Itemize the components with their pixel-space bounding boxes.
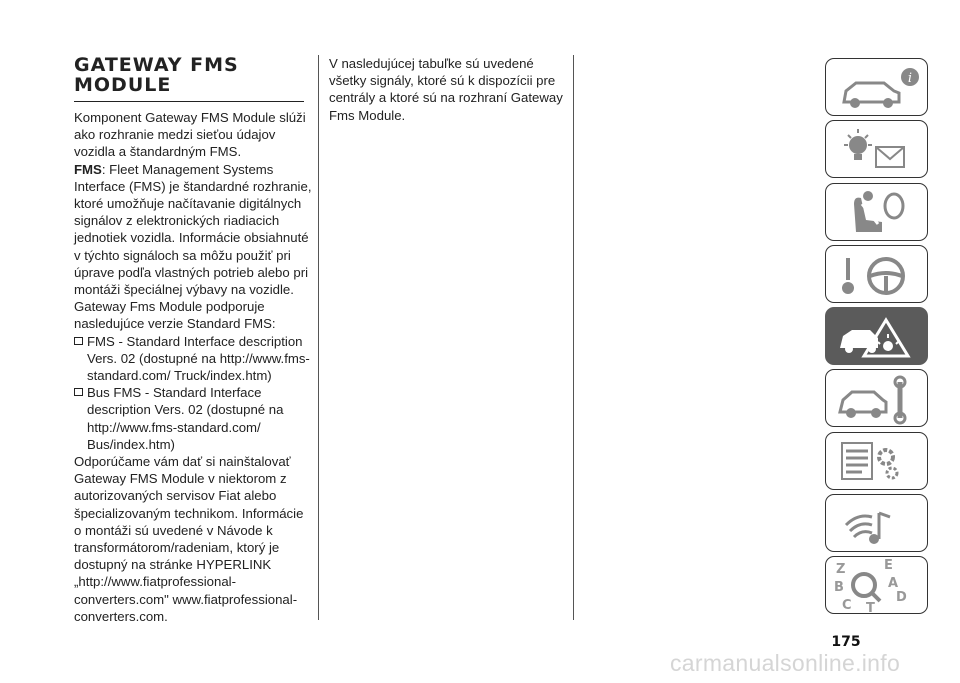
warning-light-message-icon xyxy=(826,121,929,179)
emergency-warning-triangle-icon xyxy=(826,308,929,366)
key-steering-wheel-icon xyxy=(826,246,929,304)
alphabetical-index-icon xyxy=(826,557,929,615)
tab-emergency[interactable] xyxy=(825,307,928,365)
index-letter: C xyxy=(842,598,852,614)
fms-definition-text: : Fleet Management Systems Interface (FMS) je štandardné rozhranie, ktoré umožňuje načítavanie digitálnych signálov z elektronických riadiacich jednotiek vozidla. Informácie obsiahnuté v týchto signáloch sa môžu použiť pri úprave podľa vlastných potrieb alebo pri montáži špeciálnej výbavy na vozidle. Gateway Fms Module podporuje nasledujúce verzie Standard FMS: xyxy=(74,161,312,332)
page-number: 175 xyxy=(831,634,861,650)
section-title-line2: MODULE xyxy=(74,74,172,96)
index-letter: D xyxy=(896,590,907,606)
checkbox-bullet-icon xyxy=(74,337,83,345)
technical-data-gears-icon xyxy=(826,433,929,491)
car-info-icon xyxy=(826,59,929,117)
index-letter: B xyxy=(834,580,844,596)
tab-multimedia[interactable] xyxy=(825,494,928,552)
checkbox-bullet-icon xyxy=(74,388,83,396)
multimedia-music-icon xyxy=(826,495,929,553)
index-letter: T xyxy=(866,601,875,616)
fms-term: FMS xyxy=(74,161,102,177)
column-divider xyxy=(318,55,319,620)
column-2 xyxy=(329,55,564,124)
tab-starting-driving[interactable] xyxy=(825,245,928,303)
bullet-text: FMS - Standard Interface description Vers. 02 (dostupné na http://www.fms-standard.com/ Truck/index.htm) xyxy=(87,333,310,384)
seat-airbag-icon xyxy=(826,184,929,242)
index-letter: E xyxy=(884,558,893,574)
title-divider xyxy=(74,101,304,102)
tab-car-info[interactable] xyxy=(825,58,928,116)
outro-paragraph: Odporúčame vám dať si nainštalovať Gateway FMS Module v niektorom z autorizovaných servisov Fiat alebo špecializovaným technikom. Informácie o montáži sú uvedené v Návode k transformátorom/radeniam, ktorý je dostupný na stránke HYPERLINK „http://www.fiatprofessional-converters.com" www.fiatprofessional-converters.com. xyxy=(74,454,304,624)
section-title xyxy=(74,55,314,95)
bullet-text: Bus FMS - Standard Interface description Vers. 02 (dostupné na http://www.fms-standard.com/ Bus/index.htm) xyxy=(87,385,284,452)
index-letter: A xyxy=(888,576,899,592)
tab-warning-lights[interactable] xyxy=(825,120,928,178)
bullet-item xyxy=(74,333,314,385)
column-1 xyxy=(74,55,314,625)
column-divider xyxy=(573,55,574,620)
table-intro-paragraph: V nasledujúcej tabuľke sú uvedené všetky signály, ktoré sú k dispozícii pre centrály a ktoré sú na rozhraní Gateway Fms Module. xyxy=(329,56,563,123)
tab-technical-data[interactable] xyxy=(825,432,928,490)
section-title-line1: GATEWAY FMS xyxy=(74,54,239,76)
tab-maintenance[interactable] xyxy=(825,369,928,427)
index-letter: Z xyxy=(836,562,846,578)
tab-index[interactable] xyxy=(825,556,928,614)
tab-safety[interactable] xyxy=(825,183,928,241)
bullet-item xyxy=(74,384,314,453)
watermark: carmanualsonline.info xyxy=(670,650,901,676)
chapter-tabs xyxy=(825,58,929,619)
svg-text:i: i xyxy=(907,71,913,86)
fms-definition xyxy=(74,161,314,333)
intro-paragraph: Komponent Gateway FMS Module slúži ako rozhranie medzi sieťou údajov vozidla a štandardným FMS. xyxy=(74,110,306,160)
car-service-tools-icon xyxy=(826,370,929,428)
